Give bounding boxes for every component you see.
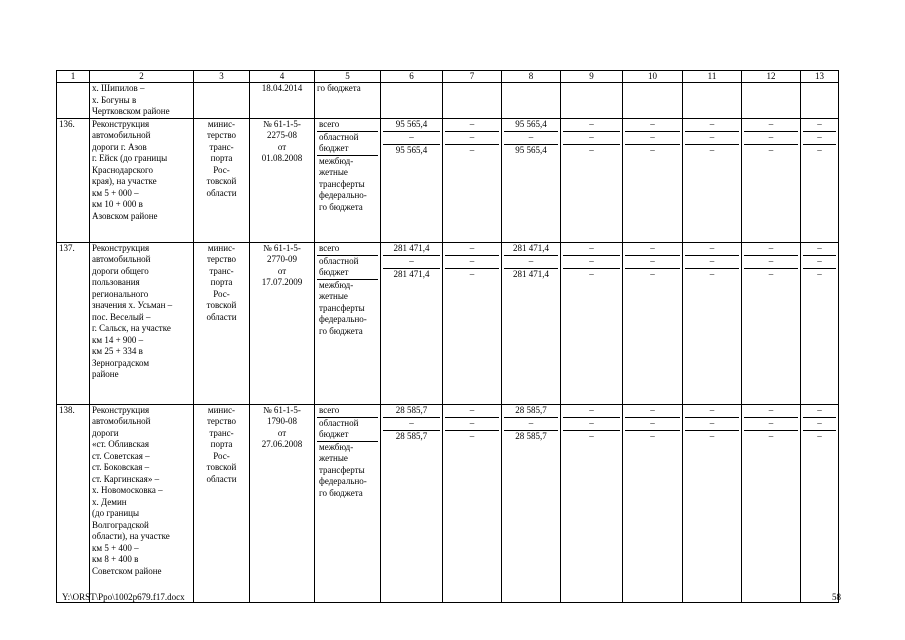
amount: – xyxy=(589,144,594,155)
cont-src: го бюджета xyxy=(315,83,381,119)
row-number: 136. xyxy=(57,118,90,242)
amount: – xyxy=(768,144,774,155)
funding-source: межбюд- жетные трансферты федерально- го бюджета xyxy=(319,155,367,212)
value-cell-c10 xyxy=(623,404,683,602)
page-number: 58 xyxy=(832,592,841,602)
amount: – xyxy=(625,119,680,132)
funding-source: всего xyxy=(317,405,378,418)
col-header-3: 3 xyxy=(194,71,250,83)
value-cell-c7 xyxy=(443,118,502,242)
expertise-doc: № 61-1-5- 2275-08 от 01.08.2008 xyxy=(250,118,315,242)
amount: – xyxy=(709,268,715,279)
funding-source: областной бюджет xyxy=(317,417,378,441)
customer-org: минис- терство транс- порта Рос- товской области xyxy=(194,118,250,242)
amount: – xyxy=(469,430,475,441)
amount: – xyxy=(817,268,822,279)
amount: – xyxy=(469,144,475,155)
value-cell-c11 xyxy=(683,404,742,602)
amount: 281 471,4 xyxy=(383,243,440,256)
amount: – xyxy=(504,255,558,268)
amount: – xyxy=(445,255,499,268)
col-header-8: 8 xyxy=(502,71,561,83)
amount: – xyxy=(383,417,440,430)
amount: – xyxy=(445,119,499,132)
amount: – xyxy=(589,430,594,441)
amount: 28 585,7 xyxy=(504,405,558,418)
amount: – xyxy=(709,144,715,155)
amount: – xyxy=(625,255,680,268)
amount: – xyxy=(504,131,558,144)
amount: – xyxy=(744,119,798,132)
amount: – xyxy=(817,430,822,441)
amount: – xyxy=(803,255,836,268)
value-cell-c13 xyxy=(801,242,839,404)
amount: – xyxy=(650,144,655,155)
value-cell-c10 xyxy=(623,118,683,242)
cont-name: х. Шипилов – х. Богуны в Чертковском районе xyxy=(90,83,194,119)
amount: – xyxy=(383,131,440,144)
amount: – xyxy=(589,268,594,279)
col-header-5: 5 xyxy=(315,71,381,83)
amount: 95 565,4 xyxy=(383,119,440,132)
amount: – xyxy=(803,417,836,430)
amount: – xyxy=(744,417,798,430)
funding-source-cell xyxy=(315,118,381,242)
amount: 28 585,7 xyxy=(515,430,547,441)
value-cell-c12 xyxy=(742,242,801,404)
amount: – xyxy=(650,430,655,441)
amount: – xyxy=(563,243,620,256)
value-cell-c11 xyxy=(683,118,742,242)
value-cell-c10 xyxy=(623,242,683,404)
amount: 281 471,4 xyxy=(513,268,549,279)
amount: – xyxy=(625,131,680,144)
amount: – xyxy=(445,417,499,430)
customer-org: минис- терство транс- порта Рос- товской области xyxy=(194,404,250,602)
value-cell-c6 xyxy=(381,118,443,242)
amount: – xyxy=(768,268,774,279)
amount: – xyxy=(504,417,558,430)
col-header-6: 6 xyxy=(381,71,443,83)
amount: – xyxy=(563,405,620,418)
amount: – xyxy=(685,255,739,268)
row-number: 138. xyxy=(57,404,90,602)
amount: – xyxy=(685,417,739,430)
amount: – xyxy=(563,119,620,132)
funding-source-cell xyxy=(315,404,381,602)
amount: – xyxy=(768,430,774,441)
amount: – xyxy=(744,255,798,268)
funding-source: всего xyxy=(317,243,378,256)
amount: 28 585,7 xyxy=(395,430,428,441)
value-cell-c6 xyxy=(381,404,443,602)
column-number-header xyxy=(57,71,839,83)
object-name: Реконструкция автомобильной дороги «ст. Обливская ст. Советская – ст. Боковская – ст. Каргинская» – х. Новомосковка – х. Демин (до границы Волгоградской области), на участке км 5 + 400 – км 8 + 400 в Советском районе xyxy=(90,404,194,602)
amount: – xyxy=(563,417,620,430)
table-row xyxy=(57,118,839,242)
col-header-4: 4 xyxy=(250,71,315,83)
col-header-2: 2 xyxy=(90,71,194,83)
amount: – xyxy=(625,243,680,256)
value-cell-c13 xyxy=(801,118,839,242)
value-cell-c9 xyxy=(561,118,623,242)
continuation-row xyxy=(57,83,839,119)
amount: – xyxy=(803,119,836,132)
object-name: Реконструкция автомобильной дороги общего пользования регионального значения х. Усьман – пос. Веселый – г. Сальск, на участке км 14 + 900 – км 25 + 334 в Зерноградском районе xyxy=(90,242,194,404)
amount: – xyxy=(744,405,798,418)
amount: 95 565,4 xyxy=(515,144,547,155)
value-cell-c8 xyxy=(502,404,561,602)
col-header-10: 10 xyxy=(623,71,683,83)
col-header-11: 11 xyxy=(683,71,742,83)
col-header-1: 1 xyxy=(57,71,90,83)
amount: – xyxy=(445,131,499,144)
amount: – xyxy=(445,405,499,418)
amount: 95 565,4 xyxy=(395,144,428,155)
amount: – xyxy=(685,131,739,144)
value-cell-c9 xyxy=(561,242,623,404)
value-cell-c9 xyxy=(561,404,623,602)
amount: 281 471,4 xyxy=(393,268,430,279)
amount: – xyxy=(625,417,680,430)
amount: – xyxy=(563,131,620,144)
value-cell-c6 xyxy=(381,242,443,404)
col-header-12: 12 xyxy=(742,71,801,83)
amount: – xyxy=(650,268,655,279)
expertise-doc: № 61-1-5- 2770-09 от 17.07.2009 xyxy=(250,242,315,404)
amount: – xyxy=(744,243,798,256)
col-header-7: 7 xyxy=(443,71,502,83)
amount: – xyxy=(817,144,822,155)
row-number: 137. xyxy=(57,242,90,404)
page-footer xyxy=(62,592,841,602)
cont-org xyxy=(194,83,250,119)
value-cell-c7 xyxy=(443,242,502,404)
value-cell-c11 xyxy=(683,242,742,404)
value-cell-c13 xyxy=(801,404,839,602)
funding-source: всего xyxy=(317,119,378,132)
cont-doc: 18.04.2014 xyxy=(250,83,315,119)
amount: – xyxy=(685,405,739,418)
funding-source: областной бюджет xyxy=(317,255,378,279)
object-name: Реконструкция автомобильной дороги г. Азов г. Ейск (до границы Краснодарского края), на участке км 5 + 000 – км 10 + 000 в Азовском районе xyxy=(90,118,194,242)
amount: 28 585,7 xyxy=(383,405,440,418)
amount: – xyxy=(625,405,680,418)
amount: – xyxy=(445,243,499,256)
amount: – xyxy=(563,255,620,268)
amount: – xyxy=(709,430,715,441)
value-cell-c8 xyxy=(502,242,561,404)
funding-source: межбюд- жетные трансферты федерально- го бюджета xyxy=(319,279,367,336)
amount: – xyxy=(803,405,836,418)
table-row xyxy=(57,404,839,602)
table-row xyxy=(57,242,839,404)
amount: 95 565,4 xyxy=(504,119,558,132)
value-cell-c12 xyxy=(742,118,801,242)
col-header-9: 9 xyxy=(561,71,623,83)
file-path: Y:\ORST\Ppo\1002p679.f17.docx xyxy=(62,592,185,602)
funding-source: межбюд- жетные трансферты федерально- го бюджета xyxy=(319,441,367,498)
col-header-13: 13 xyxy=(801,71,839,83)
amount: – xyxy=(469,268,475,279)
amount: – xyxy=(803,243,836,256)
funding-source: областной бюджет xyxy=(317,131,378,155)
value-cell-c12 xyxy=(742,404,801,602)
amount: – xyxy=(383,255,440,268)
cont-no xyxy=(57,83,90,119)
funding-source-cell xyxy=(315,242,381,404)
customer-org: минис- терство транс- порта Рос- товской области xyxy=(194,242,250,404)
value-cell-c7 xyxy=(443,404,502,602)
amount: – xyxy=(685,243,739,256)
amount: 281 471,4 xyxy=(504,243,558,256)
amount: – xyxy=(685,119,739,132)
amount: – xyxy=(803,131,836,144)
expertise-doc: № 61-1-5- 1790-08 от 27.06.2008 xyxy=(250,404,315,602)
budget-table xyxy=(56,70,839,603)
value-cell-c8 xyxy=(502,118,561,242)
amount: – xyxy=(744,131,798,144)
